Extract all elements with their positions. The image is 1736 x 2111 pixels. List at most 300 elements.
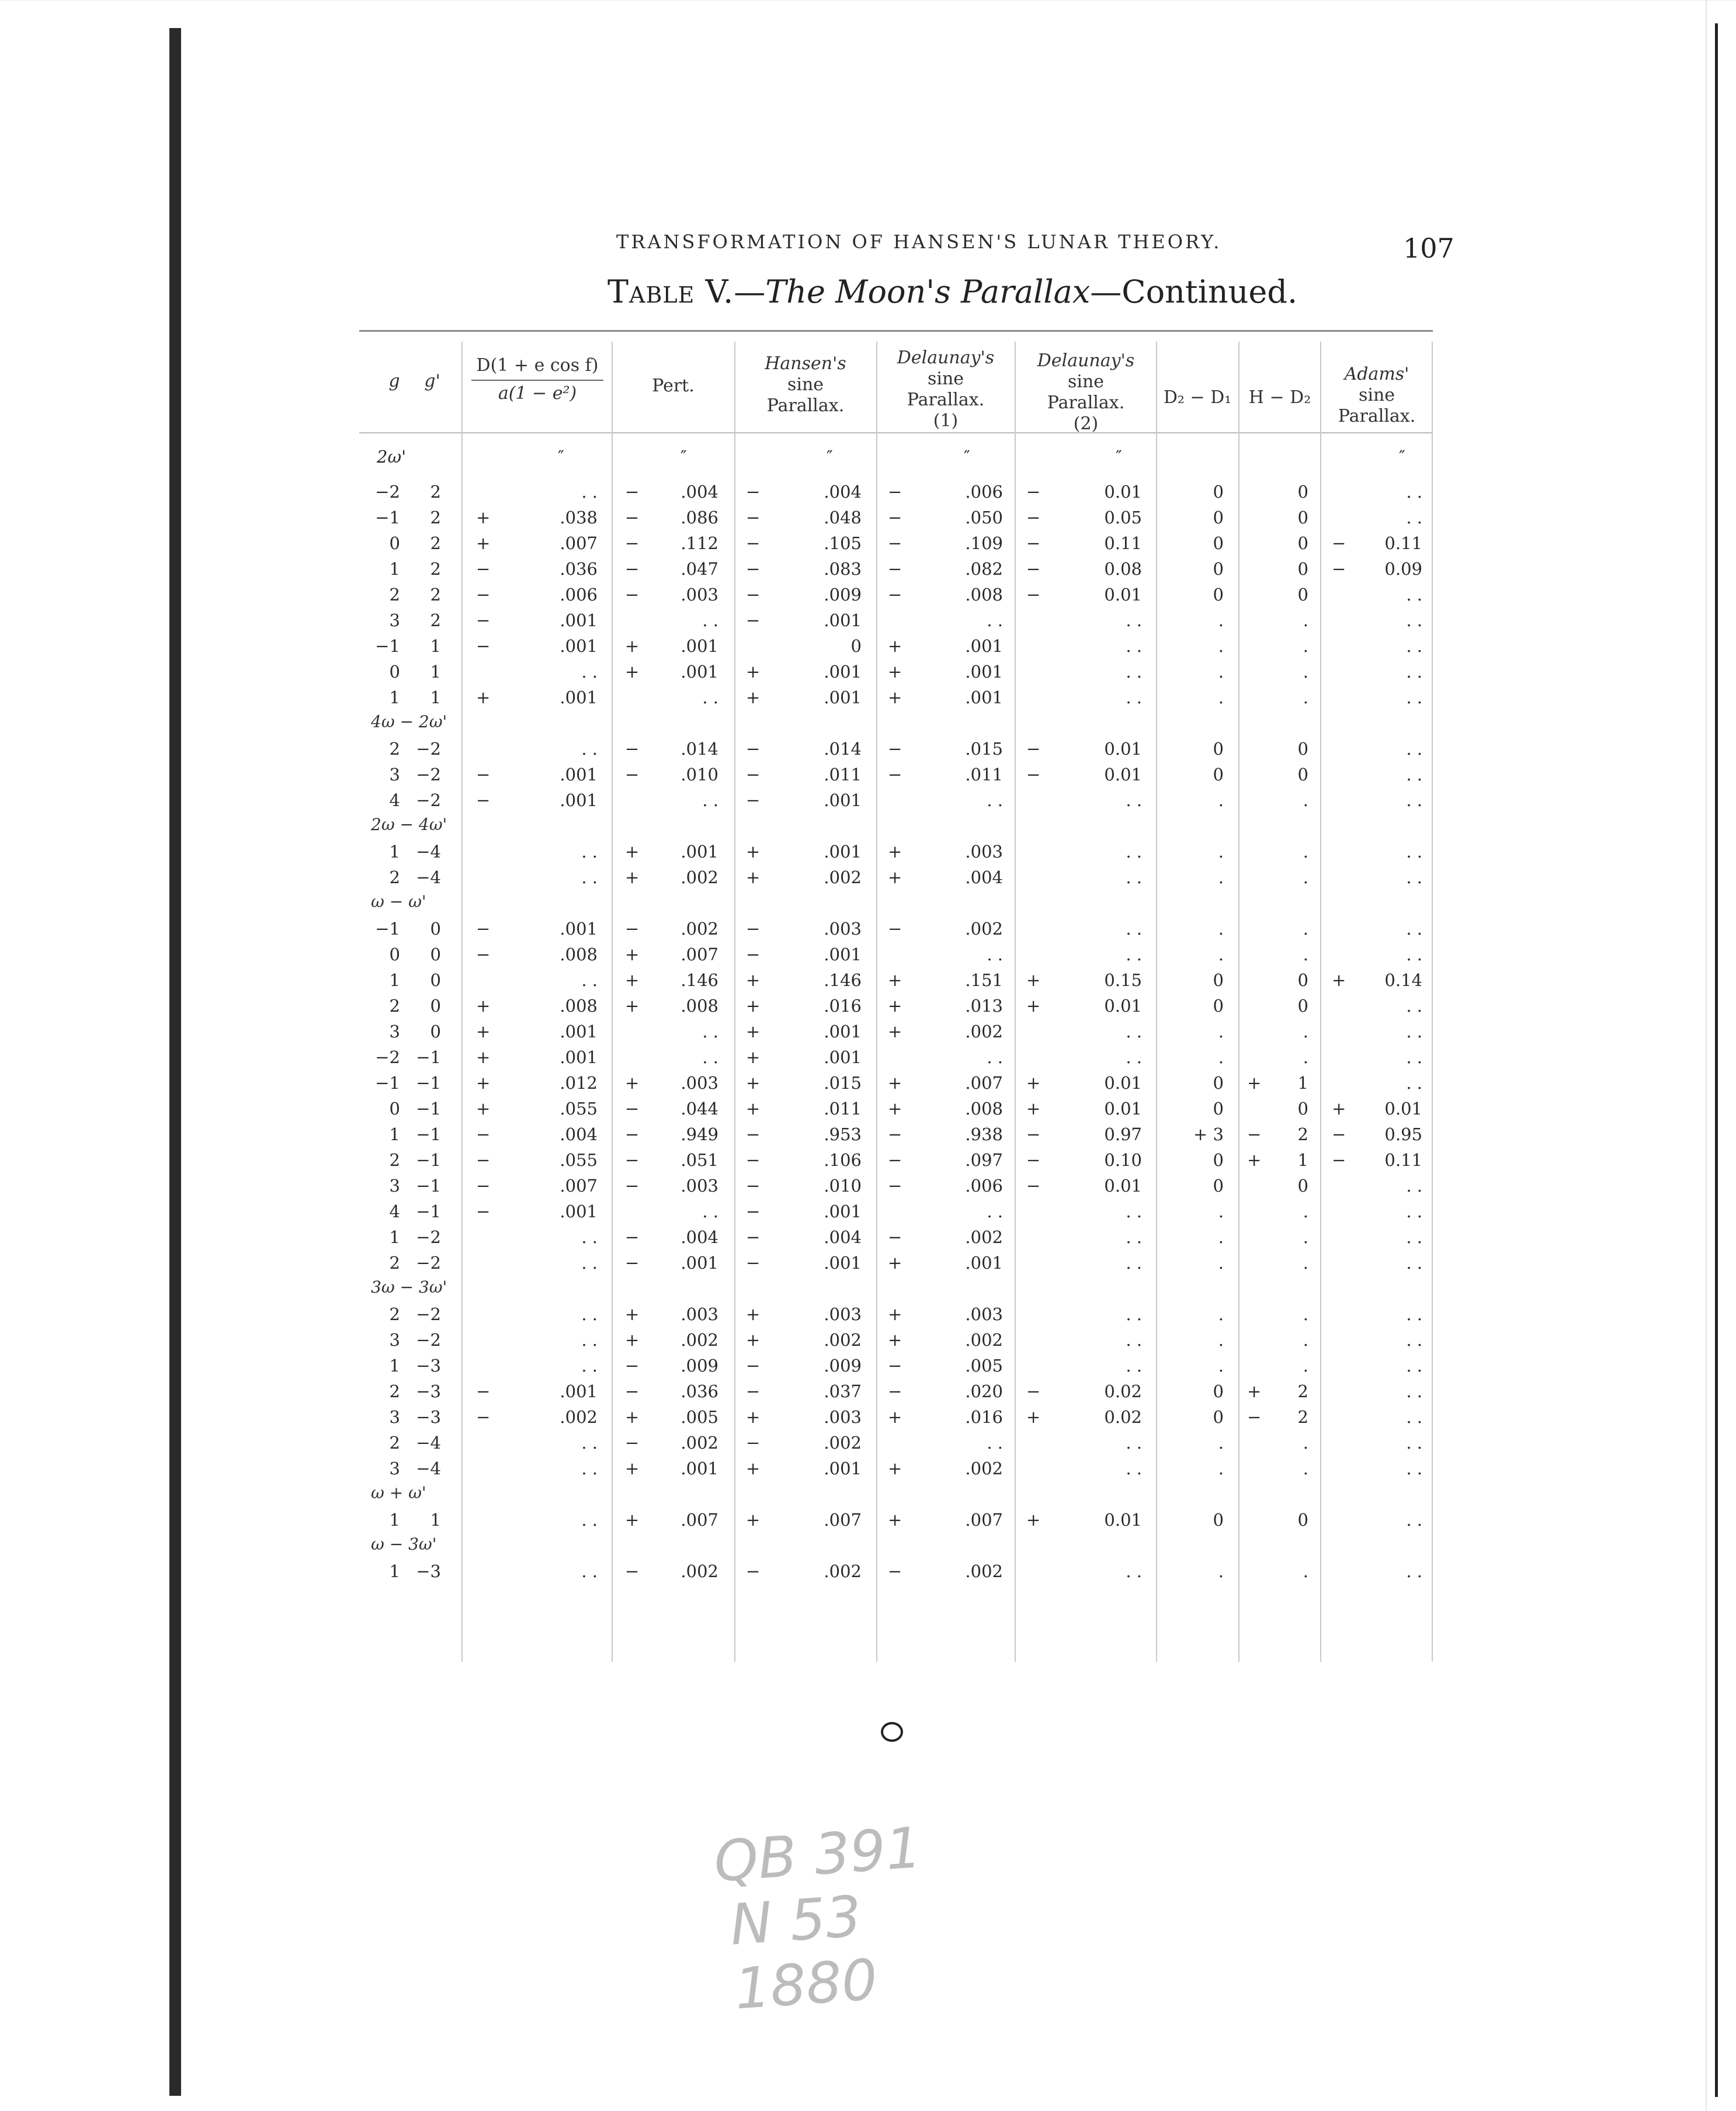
cell-ps: −: [625, 1176, 640, 1196]
unit-mark: ″: [558, 447, 564, 467]
cell-hdv: .: [1303, 1253, 1308, 1273]
cell-d2v: 0.05: [1104, 508, 1142, 527]
cell-dv: .006: [560, 585, 598, 605]
cell-hs: −: [746, 1202, 761, 1221]
header-delaunay-1: Delaunay's sine Parallax. (1): [897, 348, 995, 431]
cell-d1v: . .: [987, 1202, 1003, 1221]
cell-dv: .012: [560, 1073, 598, 1093]
cell-d2v: 0.01: [1104, 482, 1142, 502]
cell-hs: +: [746, 996, 761, 1016]
cell-hv: .002: [824, 1561, 862, 1581]
cell-gp: 2: [430, 533, 441, 553]
cell-av: . .: [1406, 945, 1422, 964]
cell-hv: .083: [824, 559, 862, 579]
page-edge: [1706, 0, 1707, 2111]
cell-d2v: 0.01: [1104, 585, 1142, 605]
cell-d1s: −: [888, 533, 902, 553]
cell-gp: −2: [416, 1304, 441, 1324]
cell-g: 1: [389, 1227, 400, 1247]
cell-d1v: .001: [965, 636, 1003, 656]
cell-d1s: +: [888, 1022, 902, 1041]
table-row: [359, 739, 1433, 765]
cell-d1v: .011: [965, 765, 1003, 784]
cell-d1v: . .: [987, 1433, 1003, 1453]
cell-ps: −: [625, 1253, 640, 1273]
cell-g: 4: [389, 1202, 400, 1221]
cell-d1s: −: [888, 1176, 902, 1196]
top-edge: [0, 0, 1736, 1]
cell-ds: −: [476, 1202, 491, 1221]
cell-pv: .007: [680, 945, 718, 964]
cell-ps: +: [625, 636, 640, 656]
cell-hds: +: [1247, 1073, 1262, 1093]
cell-av: . .: [1406, 1073, 1422, 1093]
cell-pv: .009: [680, 1356, 718, 1376]
cell-pv: .002: [680, 1561, 718, 1581]
cell-pv: .001: [680, 1459, 718, 1478]
cell-hs: −: [746, 1176, 761, 1196]
cell-ps: −: [625, 1150, 640, 1170]
cell-d2s: −: [1026, 1124, 1041, 1144]
cell-av: . .: [1406, 1381, 1422, 1401]
cell-ds: +: [476, 996, 491, 1016]
group-label: 2ω − 4ω': [371, 815, 447, 834]
cell-d2v: 0.02: [1104, 1407, 1142, 1427]
cell-ds: −: [476, 1150, 491, 1170]
cell-ps: −: [625, 919, 640, 939]
header-hansen: Hansen's sine Parallax.: [765, 353, 846, 416]
cell-dv: .001: [560, 1202, 598, 1221]
cell-hdv: .: [1303, 867, 1308, 887]
cell-gp: −1: [416, 1124, 441, 1144]
cell-ps: −: [625, 1433, 640, 1453]
cell-hv: .001: [824, 610, 862, 630]
cell-dd: .: [1218, 1459, 1224, 1478]
table-row: [359, 1459, 1433, 1484]
cell-pv: .001: [680, 636, 718, 656]
cell-d1v: .002: [965, 1022, 1003, 1041]
cell-ps: +: [625, 867, 640, 887]
cell-ps: +: [625, 1330, 640, 1350]
cell-d1v: .082: [965, 559, 1003, 579]
cell-av: . .: [1406, 482, 1422, 502]
cell-d2v: . .: [1126, 636, 1142, 656]
cell-ds: +: [476, 533, 491, 553]
cell-hv: .048: [824, 508, 862, 527]
cell-dv: .001: [560, 636, 598, 656]
cell-pv: .146: [680, 970, 718, 990]
pencil-line: QB 391: [711, 1815, 923, 1895]
cell-d2s: −: [1026, 482, 1041, 502]
cell-gp: 2: [430, 482, 441, 502]
cell-d1v: .008: [965, 1099, 1003, 1119]
cell-hs: −: [746, 945, 761, 964]
cell-gp: 1: [430, 636, 441, 656]
cell-av: . .: [1406, 610, 1422, 630]
table-row: [359, 1304, 1433, 1330]
cell-g: 2: [389, 996, 400, 1016]
cell-pv: . .: [702, 688, 718, 707]
cell-dd: .: [1218, 636, 1224, 656]
cell-ps: +: [625, 1459, 640, 1478]
cell-dv: . .: [581, 1356, 598, 1376]
table-row: [359, 1381, 1433, 1407]
cell-pv: .001: [680, 842, 718, 862]
cell-gp: 1: [430, 688, 441, 707]
cell-hdv: .: [1303, 1202, 1308, 1221]
cell-pv: .003: [680, 1304, 718, 1324]
table-row: [359, 1510, 1433, 1536]
cell-gp: −3: [416, 1381, 441, 1401]
cell-av: . .: [1406, 1253, 1422, 1273]
cell-hs: −: [746, 1124, 761, 1144]
cell-d2s: −: [1026, 559, 1041, 579]
cell-hv: .037: [824, 1381, 862, 1401]
cell-hdv: 0: [1297, 533, 1308, 553]
cell-ps: −: [625, 1099, 640, 1119]
cell-hdv: 2: [1297, 1407, 1308, 1427]
cell-d2v: 0.01: [1104, 1073, 1142, 1093]
cell-g: 3: [389, 1022, 400, 1041]
cell-hs: +: [746, 1099, 761, 1119]
cell-d1s: +: [888, 636, 902, 656]
cell-hs: −: [746, 585, 761, 605]
group-label: 2ω': [377, 447, 407, 467]
cell-dd: .: [1218, 610, 1224, 630]
cell-pv: .005: [680, 1407, 718, 1427]
cell-hs: +: [746, 1407, 761, 1427]
cell-d2v: 0.11: [1104, 533, 1142, 553]
cell-d1v: .002: [965, 919, 1003, 939]
cell-av: . .: [1406, 790, 1422, 810]
table-row: [359, 1356, 1433, 1381]
cell-dd: 0: [1213, 559, 1224, 579]
header-d2-d1: D₂ − D₁: [1163, 387, 1232, 408]
cell-ds: −: [476, 559, 491, 579]
cell-hdv: 1: [1297, 1073, 1308, 1093]
cell-hdv: .: [1303, 688, 1308, 707]
cell-pv: .002: [680, 1330, 718, 1350]
cell-g: 1: [389, 842, 400, 862]
cell-dd: 0: [1213, 585, 1224, 605]
binding-gutter: [169, 28, 181, 2096]
cell-hs: +: [746, 842, 761, 862]
cell-d2s: −: [1026, 765, 1041, 784]
header-pert: Pert.: [652, 376, 695, 396]
parallax-table: [359, 330, 1433, 1676]
cell-ps: −: [625, 508, 640, 527]
cell-av: . .: [1406, 1304, 1422, 1324]
cell-gp: −2: [416, 739, 441, 759]
cell-hs: +: [746, 1510, 761, 1530]
table-row: [359, 919, 1433, 945]
cell-hs: −: [746, 508, 761, 527]
cell-dv: .001: [560, 790, 598, 810]
cell-hdv: .: [1303, 1227, 1308, 1247]
cell-av: 0.14: [1384, 970, 1422, 990]
cell-ps: −: [625, 533, 640, 553]
cell-dv: .055: [560, 1099, 598, 1119]
cell-d2v: . .: [1126, 1304, 1142, 1324]
cell-hdv: 0: [1297, 996, 1308, 1016]
cell-hv: .001: [824, 842, 862, 862]
cell-d1s: −: [888, 765, 902, 784]
cell-dd: .: [1218, 688, 1224, 707]
cell-hs: −: [746, 559, 761, 579]
cell-gp: −4: [416, 1433, 441, 1453]
group-label: ω − 3ω': [371, 1534, 437, 1554]
cell-dd: 0: [1213, 970, 1224, 990]
cell-d2v: . .: [1126, 1253, 1142, 1273]
cell-dv: .001: [560, 1047, 598, 1067]
cell-d1v: .004: [965, 867, 1003, 887]
cell-d1v: .097: [965, 1150, 1003, 1170]
cell-d2v: 0.02: [1104, 1381, 1142, 1401]
cell-d2s: −: [1026, 1381, 1041, 1401]
table-row: [359, 996, 1433, 1022]
cell-pv: .047: [680, 559, 718, 579]
table-row: [359, 1124, 1433, 1150]
cell-g: −1: [375, 919, 400, 939]
cell-ps: +: [625, 970, 640, 990]
cell-dd: 0: [1213, 1381, 1224, 1401]
cell-dv: . .: [581, 1253, 598, 1273]
cell-hv: .106: [824, 1150, 862, 1170]
cell-d1s: +: [888, 996, 902, 1016]
cell-hs: −: [746, 765, 761, 784]
cell-ps: −: [625, 1227, 640, 1247]
cell-hv: .015: [824, 1073, 862, 1093]
cell-hdv: .: [1303, 610, 1308, 630]
cell-hdv: .: [1303, 945, 1308, 964]
cell-g: 2: [389, 867, 400, 887]
cell-ps: −: [625, 1561, 640, 1581]
cell-d2s: +: [1026, 1407, 1041, 1427]
pencil-line: N 53: [728, 1883, 864, 1958]
cell-gp: −1: [416, 1047, 441, 1067]
cell-hv: .002: [824, 867, 862, 887]
cell-av: . .: [1406, 919, 1422, 939]
cell-hv: .003: [824, 1304, 862, 1324]
cell-d1s: +: [888, 1407, 902, 1427]
cell-d2s: −: [1026, 739, 1041, 759]
cell-g: 3: [389, 1407, 400, 1427]
cell-hv: .007: [824, 1510, 862, 1530]
cell-ds: −: [476, 945, 491, 964]
cell-hv: .014: [824, 739, 862, 759]
cell-ps: −: [625, 1124, 640, 1144]
cell-d1s: −: [888, 1124, 902, 1144]
cell-d1v: .006: [965, 1176, 1003, 1196]
cell-d1s: +: [888, 842, 902, 862]
cell-gp: 2: [430, 559, 441, 579]
pencil-line: 1880: [732, 1946, 880, 2022]
cell-hdv: .: [1303, 1047, 1308, 1067]
cell-d1s: −: [888, 559, 902, 579]
cell-hs: −: [746, 1150, 761, 1170]
cell-d2v: . .: [1126, 919, 1142, 939]
cell-d1v: .109: [965, 533, 1003, 553]
cell-d1v: .002: [965, 1330, 1003, 1350]
cell-gp: −4: [416, 1459, 441, 1478]
cell-dd: .: [1218, 662, 1224, 682]
cell-ps: +: [625, 662, 640, 682]
cell-av: . .: [1406, 842, 1422, 862]
cell-gp: 0: [430, 970, 441, 990]
cell-d1s: +: [888, 662, 902, 682]
cell-hds: +: [1247, 1381, 1262, 1401]
cell-hv: .011: [824, 765, 862, 784]
table-title: Table V.—The Moon's Parallax—Continued.: [607, 273, 1298, 310]
cell-hv: .146: [824, 970, 862, 990]
cell-hs: −: [746, 1381, 761, 1401]
cell-g: 3: [389, 765, 400, 784]
cell-dd: 0: [1213, 1176, 1224, 1196]
cell-hs: −: [746, 1356, 761, 1376]
cell-d2v: . .: [1126, 842, 1142, 862]
cell-dd: .: [1218, 1330, 1224, 1350]
cell-gp: −4: [416, 867, 441, 887]
cell-dv: . .: [581, 739, 598, 759]
cell-d1v: . .: [987, 790, 1003, 810]
cell-d1v: .013: [965, 996, 1003, 1016]
cell-d2v: 0.08: [1104, 559, 1142, 579]
pencil-call-number: [712, 1815, 932, 2022]
cell-g: 2: [389, 585, 400, 605]
cell-gp: −1: [416, 1073, 441, 1093]
cell-hs: −: [746, 919, 761, 939]
cell-ps: −: [625, 1381, 640, 1401]
cell-d1v: .001: [965, 662, 1003, 682]
cell-dv: .008: [560, 996, 598, 1016]
cell-dd: .: [1218, 1356, 1224, 1376]
cell-hdv: .: [1303, 1433, 1308, 1453]
cell-ds: +: [476, 508, 491, 527]
cell-dv: .001: [560, 1022, 598, 1041]
cell-hs: +: [746, 1304, 761, 1324]
cell-d1v: .001: [965, 688, 1003, 707]
cell-d2s: −: [1026, 1150, 1041, 1170]
cell-hs: −: [746, 1433, 761, 1453]
group-label: 3ω − 3ω': [371, 1277, 447, 1297]
cell-d2s: −: [1026, 533, 1041, 553]
cell-gp: 2: [430, 508, 441, 527]
cell-gp: −2: [416, 1227, 441, 1247]
table-top-rule: [359, 330, 1433, 332]
cell-d2v: 0.10: [1104, 1150, 1142, 1170]
cell-dd: 0: [1213, 482, 1224, 502]
cell-av: . .: [1406, 1407, 1422, 1427]
cell-pv: .001: [680, 1253, 718, 1273]
cell-hv: .105: [824, 533, 862, 553]
cell-pv: .004: [680, 1227, 718, 1247]
cell-av: . .: [1406, 688, 1422, 707]
cell-d1v: .003: [965, 842, 1003, 862]
cell-g: 1: [389, 688, 400, 707]
cell-d1s: −: [888, 1381, 902, 1401]
cell-d2v: . .: [1126, 790, 1142, 810]
cell-d2v: . .: [1126, 1356, 1142, 1376]
table-row: [359, 1433, 1433, 1459]
table-continued: Continued.: [1122, 273, 1298, 310]
cell-av: . .: [1406, 636, 1422, 656]
cell-hv: .011: [824, 1099, 862, 1119]
cell-hdv: 0: [1297, 1510, 1308, 1530]
group-label: 4ω − 2ω': [371, 712, 447, 731]
cell-dd: 0: [1213, 508, 1224, 527]
cell-g: −2: [375, 482, 400, 502]
cell-dv: .007: [560, 533, 598, 553]
cell-g: 0: [389, 945, 400, 964]
cell-d1v: .020: [965, 1381, 1003, 1401]
cell-hv: .001: [824, 790, 862, 810]
cell-ds: −: [476, 1407, 491, 1427]
table-row: [359, 585, 1433, 610]
cell-g: −2: [375, 1047, 400, 1067]
cell-gp: −2: [416, 1253, 441, 1273]
cell-av: . .: [1406, 996, 1422, 1016]
cell-d1v: .002: [965, 1227, 1003, 1247]
cell-dv: . .: [581, 1561, 598, 1581]
cell-pv: .003: [680, 585, 718, 605]
cell-hv: .001: [824, 1047, 862, 1067]
cell-hs: −: [746, 482, 761, 502]
cell-g: −1: [375, 1073, 400, 1093]
cell-gp: −1: [416, 1176, 441, 1196]
cell-pv: .949: [680, 1124, 718, 1144]
cell-av: . .: [1406, 1202, 1422, 1221]
cell-d1s: −: [888, 1227, 902, 1247]
cell-g: 3: [389, 1330, 400, 1350]
cell-ds: +: [476, 1022, 491, 1041]
cell-dd: 0: [1213, 1407, 1224, 1427]
cell-d1v: .002: [965, 1561, 1003, 1581]
cell-d1v: .938: [965, 1124, 1003, 1144]
unit-mark: ″: [1399, 447, 1405, 467]
table-row: [359, 533, 1433, 559]
cell-d1v: .007: [965, 1073, 1003, 1093]
cell-hdv: 0: [1297, 1099, 1308, 1119]
cell-gp: 1: [430, 1510, 441, 1530]
header-delaunay-2: Delaunay's sine Parallax. (2): [1037, 350, 1135, 434]
cell-g: 2: [389, 1381, 400, 1401]
cell-d1s: +: [888, 1099, 902, 1119]
cell-hdv: 0: [1297, 739, 1308, 759]
cell-ps: −: [625, 765, 640, 784]
cell-pv: .007: [680, 1510, 718, 1530]
table-row: [359, 765, 1433, 790]
unit-mark: ″: [1116, 447, 1122, 467]
header-g: g: [388, 371, 400, 391]
cell-ps: +: [625, 996, 640, 1016]
cell-hdv: .: [1303, 1356, 1308, 1376]
cell-pv: .112: [680, 533, 718, 553]
cell-dd: .: [1218, 1227, 1224, 1247]
cell-d2v: 0.01: [1104, 739, 1142, 759]
cell-dd: 0: [1213, 1510, 1224, 1530]
cell-dd: 0: [1213, 739, 1224, 759]
cell-g: 2: [389, 1433, 400, 1453]
cell-ps: +: [625, 1510, 640, 1530]
cell-gp: 0: [430, 919, 441, 939]
cell-dv: .008: [560, 945, 598, 964]
cell-d1s: −: [888, 482, 902, 502]
cell-hdv: 1: [1297, 1150, 1308, 1170]
table-row: [359, 790, 1433, 816]
cell-hs: −: [746, 1227, 761, 1247]
cell-pv: .002: [680, 867, 718, 887]
cell-d1s: +: [888, 1073, 902, 1093]
